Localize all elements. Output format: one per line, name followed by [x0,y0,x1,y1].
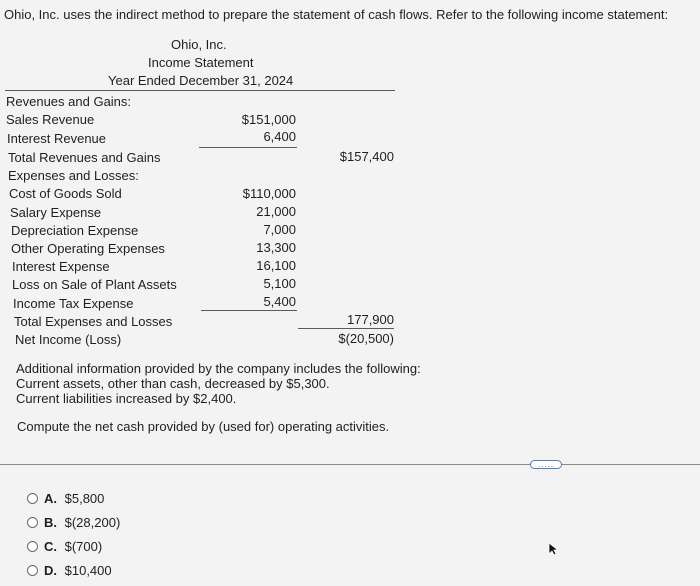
statement-title: Income Statement [148,55,254,70]
option-value: $(700) [64,539,103,554]
option-d-radio[interactable] [27,565,38,576]
option-a[interactable] [44,491,104,506]
row-amount: $110,000 [242,186,296,201]
subtotal-rule [199,147,297,148]
option-value: $5,800 [64,491,105,506]
row-total: $(20,500) [338,331,394,346]
option-a-radio[interactable] [27,493,38,504]
row-label: Other Operating Expenses [11,241,165,256]
row-label: Revenues and Gains: [6,94,132,109]
question-prompt: Ohio, Inc. uses the indirect method to prepare the statement of cash flows. Refer to the following income statement: [4,7,669,22]
row-label: Total Expenses and Losses [14,314,173,329]
additional-info-heading: Additional information provided by the company includes the following: [16,361,421,376]
additional-info-line: Current liabilities increased by $2,400. [16,391,237,406]
row-total: $157,400 [339,149,394,164]
row-label: Salary Expense [10,205,102,220]
header-rule [5,90,395,91]
row-label: Total Revenues and Gains [8,150,161,165]
expand-more-button[interactable]: ..... [530,460,562,469]
company-name: Ohio, Inc. [171,37,227,52]
row-amount: 21,000 [256,204,296,219]
option-letter: C. [44,539,57,554]
row-label: Depreciation Expense [11,223,139,238]
subtotal-rule [201,310,297,311]
row-amount: 6,400 [263,129,296,144]
row-amount: 5,400 [263,294,296,309]
section-divider [0,464,700,465]
row-amount: 16,100 [256,258,296,273]
row-amount: $151,000 [241,112,296,127]
row-label: Interest Revenue [7,131,107,146]
option-letter: B. [44,515,57,530]
row-label: Cost of Goods Sold [9,186,122,201]
total-rule [298,328,394,329]
option-letter: D. [44,563,57,578]
task-text: Compute the net cash provided by (used for) operating activities. [17,419,390,434]
option-letter: A. [44,491,57,506]
option-d[interactable] [44,563,112,578]
row-amount: 13,300 [256,240,296,255]
row-amount: 7,000 [263,222,296,237]
option-b-radio[interactable] [27,517,38,528]
option-c-radio[interactable] [27,541,38,552]
option-value: $10,400 [64,563,112,578]
row-label: Loss on Sale of Plant Assets [12,277,177,292]
row-amount: 5,100 [263,276,296,291]
additional-info-line: Current assets, other than cash, decreased by $5,300. [16,376,330,391]
option-c[interactable] [44,539,102,554]
row-label: Net Income (Loss) [15,332,122,347]
row-label: Interest Expense [12,259,110,274]
statement-period: Year Ended December 31, 2024 [108,73,294,88]
mouse-cursor-icon [548,542,560,556]
row-label: Expenses and Losses: [8,168,139,183]
row-label: Sales Revenue [6,112,95,127]
row-total: 177,900 [347,312,394,327]
option-value: $(28,200) [64,515,121,530]
option-b[interactable] [44,515,120,530]
row-label: Income Tax Expense [13,296,134,311]
